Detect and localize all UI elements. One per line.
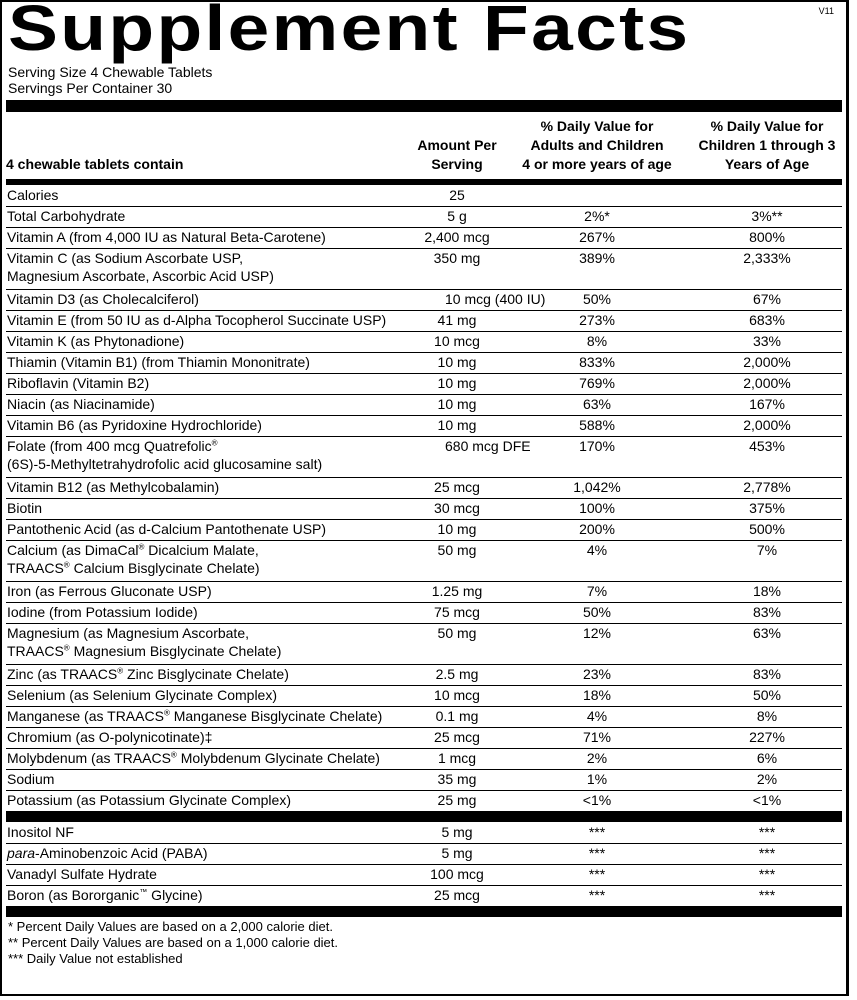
nutrient-name: Manganese (as TRAACS® Manganese Bisglycinate Chelate) [7,708,383,724]
nutrient-name: Vitamin A (from 4,000 IU as Natural Beta-Carotene) [7,229,326,245]
nutrient-dv-adult: 200% [579,521,615,537]
nutrient-dv-child: 2,000% [743,375,791,391]
nutrient-dv-child: 2,778% [743,479,791,495]
nutrient-dv-adult: 769% [579,375,615,391]
version-code: V11 [818,6,834,16]
nutrient-name: Selenium (as Selenium Glycinate Complex) [7,687,277,703]
nutrient-dv-adult: 2% [586,750,608,766]
extra-divider [6,906,842,907]
header-amount: Amount Per Serving [417,137,497,172]
nutrient-amount: 10 mg [437,375,477,391]
nutrient-dv-child: 50% [752,687,782,703]
nutrient-dv-adult: 71% [582,729,612,745]
extra-dv-child: *** [758,824,776,840]
nutrient-dv-adult: 588% [579,417,615,433]
nutrient-dv-adult: 1% [586,771,608,787]
footnote: *** Daily Value not established [8,951,183,966]
nutrient-name: Molybdenum (as TRAACS® Molybdenum Glycinate Chelate) [7,750,380,766]
panel-title: Supplement Facts [8,0,691,64]
nutrient-dv-adult: 18% [582,687,612,703]
nutrient-amount: 25 mg [437,792,477,808]
nutrient-dv-adult: 2%* [584,208,610,224]
nutrient-dv-child: 63% [752,625,782,641]
nutrient-name-line2: Magnesium Ascorbate, Ascorbic Acid USP) [7,268,274,284]
nutrient-dv-child: 33% [752,333,782,349]
nutrient-name: Folate (from 400 mcg Quatrefolic® [7,438,218,454]
nutrient-amount: 30 mcg [434,500,480,516]
nutrient-dv-child: 2% [756,771,778,787]
nutrient-amount: 10 mcg [434,687,480,703]
nutrient-name: Potassium (as Potassium Glycinate Complex) [7,792,291,808]
footnote: ** Percent Daily Values are based on a 1,000 calorie diet. [8,935,339,950]
nutrient-amount: 10 mg [437,417,477,433]
nutrient-amount: 25 mcg [434,729,480,745]
nutrient-name-line2: TRAACS® Magnesium Bisglycinate Chelate) [7,643,282,659]
extra-dv-adult: *** [588,887,606,903]
nutrient-dv-child: 2,333% [743,250,791,266]
nutrient-dv-child: 67% [752,291,782,307]
serving-size: Serving Size 4 Chewable Tablets [8,64,213,80]
nutrient-amount: 1.25 mg [431,583,483,599]
nutrient-name: Niacin (as Niacinamide) [7,396,155,412]
nutrient-name: Chromium (as O-polynicotinate)‡ [7,729,213,745]
medium-divider [6,179,842,185]
nutrient-name: Vitamin E (from 50 IU as d-Alpha Tocopherol Succinate USP) [7,312,387,328]
nutrient-dv-child: 375% [749,500,785,516]
nutrient-dv-adult: 170% [579,438,615,454]
extra-name: Boron (as Bororganic™ Glycine) [7,887,203,903]
nutrient-amount: 25 mcg [434,479,480,495]
nutrient-dv-adult: 23% [582,666,612,682]
nutrient-amount: 10 mg [437,354,477,370]
nutrient-amount: 10 mg [437,521,477,537]
nutrient-amount: 1 mcg [437,750,477,766]
nutrient-dv-child: 6% [756,750,778,766]
nutrient-dv-adult: 8% [586,333,608,349]
thick-divider-2 [6,812,842,822]
extra-dv-adult: *** [588,866,606,882]
extra-dv-child: *** [758,845,776,861]
nutrient-name: Magnesium (as Magnesium Ascorbate, [7,625,249,641]
extra-amount: 5 mg [441,845,473,861]
header-contain: 4 chewable tablets contain [6,156,184,172]
nutrient-dv-child: 2,000% [743,354,791,370]
nutrient-dv-child: 453% [749,438,785,454]
nutrient-dv-adult: 100% [579,500,615,516]
nutrient-name: Vitamin C (as Sodium Ascorbate USP, [7,250,244,266]
nutrient-dv-child: 83% [752,604,782,620]
extra-dv-adult: *** [588,824,606,840]
nutrient-name: Vitamin B6 (as Pyridoxine Hydrochloride) [7,417,262,433]
nutrient-name: Iron (as Ferrous Gluconate USP) [7,583,212,599]
nutrient-dv-adult: 63% [582,396,612,412]
extra-name: Inositol NF [7,824,74,840]
nutrient-name: Sodium [7,771,55,787]
nutrient-divider [6,811,842,812]
nutrient-amount: 0.1 mg [435,708,479,724]
header-child-dv: % Daily Value for Children 1 through 3 Years of Age [698,118,836,172]
nutrient-dv-adult: 12% [582,625,612,641]
nutrient-dv-adult: 50% [582,604,612,620]
nutrient-amount: 35 mg [437,771,477,787]
nutrient-dv-child: 18% [752,583,782,599]
nutrient-amount: 680 mcg DFE [445,438,531,454]
nutrient-name-line2: TRAACS® Calcium Bisglycinate Chelate) [7,560,260,576]
extra-amount: 25 mcg [434,887,480,903]
nutrient-amount: 10 mcg [434,333,480,349]
nutrient-amount: 2.5 mg [435,666,479,682]
nutrient-dv-child: 167% [749,396,785,412]
nutrient-name: Riboflavin (Vitamin B2) [7,375,150,391]
nutrient-name-line2: (6S)-5-Methyltetrahydrofolic acid glucosamine salt) [7,456,323,472]
nutrient-dv-adult: 833% [579,354,615,370]
thick-divider [6,100,842,112]
nutrient-amount: 10 mg [437,396,477,412]
nutrient-dv-adult: 50% [582,291,612,307]
nutrient-name: Vitamin D3 (as Cholecalciferol) [7,291,199,307]
nutrient-name: Total Carbohydrate [7,208,126,224]
extra-amount: 5 mg [441,824,473,840]
nutrient-dv-child: 2,000% [743,417,791,433]
nutrient-dv-child: 8% [756,708,778,724]
nutrient-dv-adult: 4% [586,708,608,724]
nutrient-dv-adult: 267% [579,229,615,245]
thick-divider-3 [6,907,842,917]
nutrient-name: Thiamin (Vitamin B1) (from Thiamin Mononitrate) [7,354,310,370]
header-adult-dv: % Daily Value for Adults and Children 4 or more years of age [522,118,672,172]
nutrient-dv-child: 3%** [751,208,783,224]
nutrient-amount: 41 mg [437,312,477,328]
nutrient-name: Calcium (as DimaCal® Dicalcium Malate, [7,542,259,558]
nutrient-dv-adult: 7% [586,583,608,599]
extra-name: para-Aminobenzoic Acid (PABA) [7,845,208,861]
nutrient-name: Zinc (as TRAACS® Zinc Bisglycinate Chelate) [7,666,289,682]
nutrient-dv-adult: 273% [579,312,615,328]
nutrient-amount: 2,400 mcg [424,229,490,245]
nutrient-amount: 10 mcg (400 IU) [445,291,546,307]
nutrient-amount: 50 mg [437,542,477,558]
nutrient-amount: 5 g [447,208,467,224]
footnote: * Percent Daily Values are based on a 2,000 calorie diet. [8,919,333,934]
nutrient-dv-adult: 389% [579,250,615,266]
nutrient-dv-adult: 1,042% [573,479,621,495]
nutrient-name: Biotin [7,500,43,516]
extra-dv-child: *** [758,887,776,903]
nutrient-name: Vitamin K (as Phytonadione) [7,333,185,349]
extra-name: Vanadyl Sulfate Hydrate [7,866,157,882]
servings-per-container: Servings Per Container 30 [8,80,173,96]
nutrient-dv-adult: <1% [582,792,612,808]
nutrient-dv-child: 500% [749,521,785,537]
nutrient-dv-adult: 4% [586,542,608,558]
nutrient-dv-child: 683% [749,312,785,328]
nutrient-dv-child: 83% [752,666,782,682]
nutrient-name: Calories [7,187,59,203]
nutrient-amount: 25 [449,187,465,203]
nutrient-dv-child: 227% [749,729,785,745]
extra-dv-adult: *** [588,845,606,861]
nutrient-name: Iodine (from Potassium Iodide) [7,604,198,620]
extra-amount: 100 mcg [430,866,484,882]
nutrient-dv-child: 7% [756,542,778,558]
nutrient-name: Pantothenic Acid (as d-Calcium Pantothenate USP) [7,521,327,537]
nutrient-dv-child: <1% [752,792,782,808]
extra-dv-child: *** [758,866,776,882]
nutrient-dv-child: 800% [749,229,785,245]
nutrient-amount: 75 mcg [434,604,480,620]
nutrient-amount: 50 mg [437,625,477,641]
nutrient-amount: 350 mg [433,250,481,266]
nutrient-name: Vitamin B12 (as Methylcobalamin) [7,479,220,495]
